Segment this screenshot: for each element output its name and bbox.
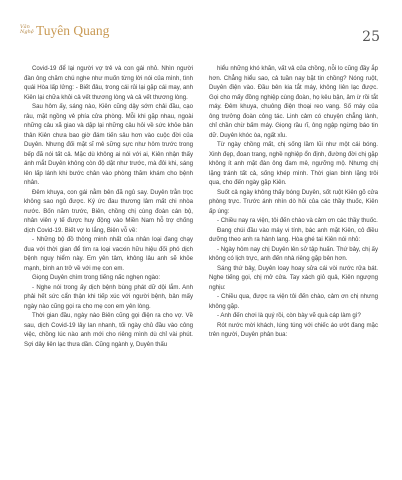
right-column bbox=[209, 64, 378, 340]
paragraph: Giọng Duyên chìm trong tiếng nấc nghẹn ngào: bbox=[32, 274, 161, 281]
paragraph: Sau hôm ấy, sáng nào, Kiên cũng dậy sớm chải đầu, cạo râu, mặt ngồng vẻ phía cửa phòng. Mỗi khi gặp nhau, ngoài những câu xã giao và dặp lại những câu hỏi về sức khỏe bản thân Kiên chưa bao giờ đám tiến sâu hơn vào cuộc đời của Duyên. Nhưng đối mặt sĩ mê sững sực như hôm trước trong bếp đã nói tất cả. Mặc dù không ai nói với ai, Kiên nhận thấy ánh mắt Duyên không còn độ dặt như trước, mà đôi khi, sáng lên lấp lánh khi bước chân vào phòng thăm khám cho bệnh nhân. bbox=[24, 103, 193, 186]
logo-subtitle: Văn Nghệ bbox=[20, 24, 34, 35]
logo-title: Tuyên Quang bbox=[36, 23, 110, 38]
paragraph: Đêm khuya, con gái nằm bên đã ngủ say. Duyên trằn trọc không sao ngủ được. Ký ức đau thương lâm mất chi nhòa nước. Bốn năm trước, Biên, chồng chị cùng đoàn cán bộ, nhân viên y tế được huy động vào Miền Nam hỗ trợ chống dịch Covid-19. Biết vợ lo lắng, Biên vỗ về: bbox=[24, 188, 193, 234]
paragraph: Suốt cả ngày không thấy bóng Duyên, sốt ruột Kiên gõ cửa phòng trực. Trước ánh nhìn dò hỏi của các thầy thuốc, Kiên ấp úng: bbox=[209, 188, 378, 215]
left-column bbox=[24, 64, 193, 349]
paragraph: Thời gian đầu, ngày nào Biên cũng gọi điện ra cho vợ. Về sau, dịch Covid-19 lây lan nhanh, tối ngày chủ đầu vào công việc, chồng lúc nào anh mới cho riêng mình dù chỉ vài phút. Sợi dây liên lạc thưa dần. Cũng ngành y, Duyên thấu bbox=[24, 312, 193, 348]
paragraph: hiểu những khó khăn, vất vả của chồng, nỗi lo cũng đầy ắp hơn. Chẳng hiểu sao, cả tuần nay bặt tin chồng? Nóng ruột, Duyên điện vào. Đầu bên kia tắt máy, không liên lạc được. Gọi cho mấy đồng nghiệp cùng đoàn, họ kêu bận, âm ừ rồi tắt máy. Đêm khuya, chuông điện thoại reo vang. Số máy của ông trưởng đoàn công tác. Linh cảm có chuyện chẳng lành, chỉ chần chừ bấm máy. Giọng rầu rĩ, ông ngập ngừng báo tin dữ. Duyên khóc òa, ngất xỉu. bbox=[209, 65, 378, 139]
paragraph: Đang chúi đầu vào máy vi tính, bác anh mặt Kiên, cô điều dưỡng theo anh ra hành lang. Hòa ghé tai Kiên nói nhỏ: bbox=[209, 226, 378, 243]
paragraph: Covid-19 để lại người vợ trẻ và con gái nhỏ. Nhìn người đàn ông chăm chú nghe như muốn từng lời nói của mình, tình quái Hòa lấp lửng: - Biết đâu, trong cái rủi lại gặp cái may, anh Kiên lại chữa khỏi cả vết thương lòng và cả vết thương lòng. bbox=[24, 65, 193, 101]
paragraph: - Anh đến chơi là quý rồi, còn bày vẽ quà cáp làm gì? bbox=[217, 312, 361, 319]
paragraph: Từ ngày chồng mất, chị sống lầm lũi như một cái bóng. Xinh đẹp, đoan trang, nghề nghiệp ổn định, đường đời chị gặp không ít anh mặt đàn ông đam mê, ngưỡng mộ. Nhưng chị lặng tránh tất cả, sống khép mình. Thời gian bình lặng trôi qua, cho đến ngày gặp Kiên. bbox=[209, 141, 378, 186]
paragraph: - Ngày hôm nay chị Duyên lên sở tập huấn. Thứ bảy, chị ấy không có lịch trực, anh đến nhà riêng gặp bên hơn. bbox=[209, 245, 378, 262]
paragraph: - Nghe nói trong ấy dịch bệnh bùng phát dữ dội lắm. Anh phải hết sức cẩn thận khi tiếp xúc với người bệnh, bản mấy ngày nào cũng gọi ra cho mẹ con em yên lòng. bbox=[24, 283, 193, 310]
paragraph: Sáng thứ bảy, Duyên loay hoay sửa cái vòi nước rửa bát. Nghe tiếng gọi, chị mở cửa. Tay xách giỏ quả, Kiên ngượng nghịu: bbox=[209, 264, 378, 291]
paragraph: - Những bộ đồ thông minh nhất của nhân loại đang chạy đua với thời gian để tìm ra loại vacxin hữu hiệu đối phó dịch bệnh nguy hiểm này. Em yên tâm, không lâu anh sẽ khỏe mạnh, bình an trở về với mẹ con em. bbox=[24, 236, 193, 272]
paragraph: - Chiều qua, được ra viện tôi đến chào, cảm ơn chị nhưng không gặp. bbox=[209, 293, 378, 310]
paragraph: - Chiều nay ra viện, tôi đến chào và cảm ơn các thầy thuốc. bbox=[217, 217, 378, 224]
page-header bbox=[0, 0, 402, 60]
paragraph: Rót nước mời khách, lúng túng với chiếc áo ướt đang mặc trên người, Duyên phân bua: bbox=[209, 321, 378, 338]
page-number: 25 bbox=[362, 29, 380, 45]
